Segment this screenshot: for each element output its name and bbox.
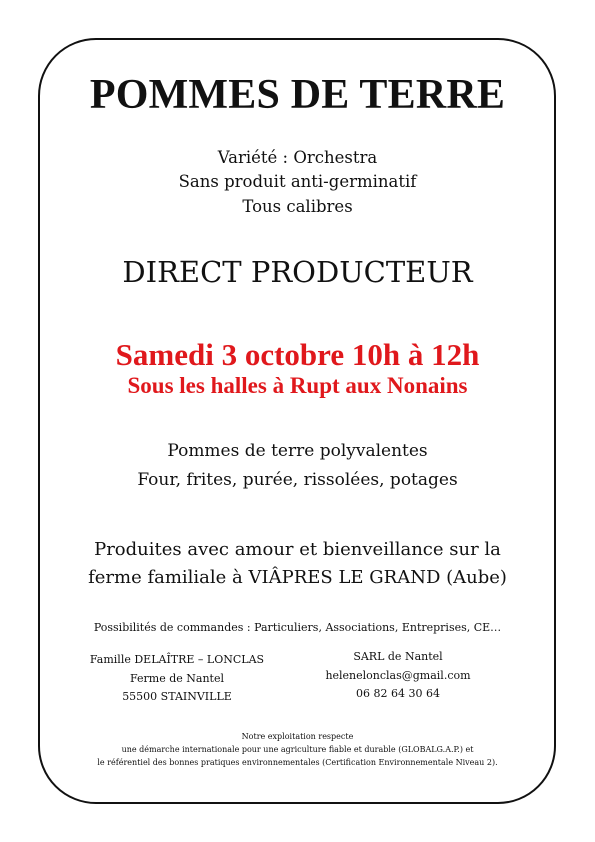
- footnote-line-2: une démarche internationale pour une agriculture fiable et durable (GLOBALG.A.P.) et: [121, 745, 474, 754]
- all-sizes-line: Tous calibres: [242, 197, 353, 216]
- event-date: Samedi 3 octobre 10h à 12h: [115, 337, 480, 372]
- family-name: Famille DELAÎTRE – LONCLAS: [89, 653, 265, 666]
- orders-line: Possibilités de commandes : Particuliers, Associations, Entreprises, CE…: [93, 621, 502, 634]
- contact-right: [318, 651, 478, 699]
- footnote-line-1: Notre exploitation respecte: [241, 732, 354, 741]
- variety-line: Variété : Orchestra: [217, 148, 378, 167]
- phone-number: 06 82 64 30 64: [356, 687, 440, 700]
- farm-description-line-1: Produites avec amour et bienveillance sur la: [94, 539, 501, 560]
- email-address: heleneloncl​as@gmail.com: [325, 669, 471, 682]
- versatile-potatoes-line: Pommes de terre polyvalentes: [167, 441, 428, 461]
- company-name: SARL de Nantel: [353, 650, 443, 663]
- contact-left: [72, 654, 282, 702]
- footnote-line-3: le référentiel des bonnes pratiques environnementales (Certification Environnementale Niveau 2).: [97, 758, 498, 767]
- no-sprout-inhibitor-line: Sans produit anti-germinatif: [178, 172, 417, 191]
- event-place: Sous les halles à Rupt aux Nonains: [127, 373, 468, 398]
- cooking-uses-line: Four, frites, purée, rissolées, potages: [137, 470, 458, 490]
- postal-address: 55500 STAINVILLE: [122, 690, 232, 703]
- farm-name: Ferme de Nantel: [130, 672, 224, 685]
- direct-producer-heading: DIRECT PRODUCTEUR: [122, 255, 473, 289]
- farm-description-line-2: ferme familiale à VIÂPRES LE GRAND (Aube): [88, 567, 507, 588]
- poster-title: POMMES DE TERRE: [89, 72, 506, 118]
